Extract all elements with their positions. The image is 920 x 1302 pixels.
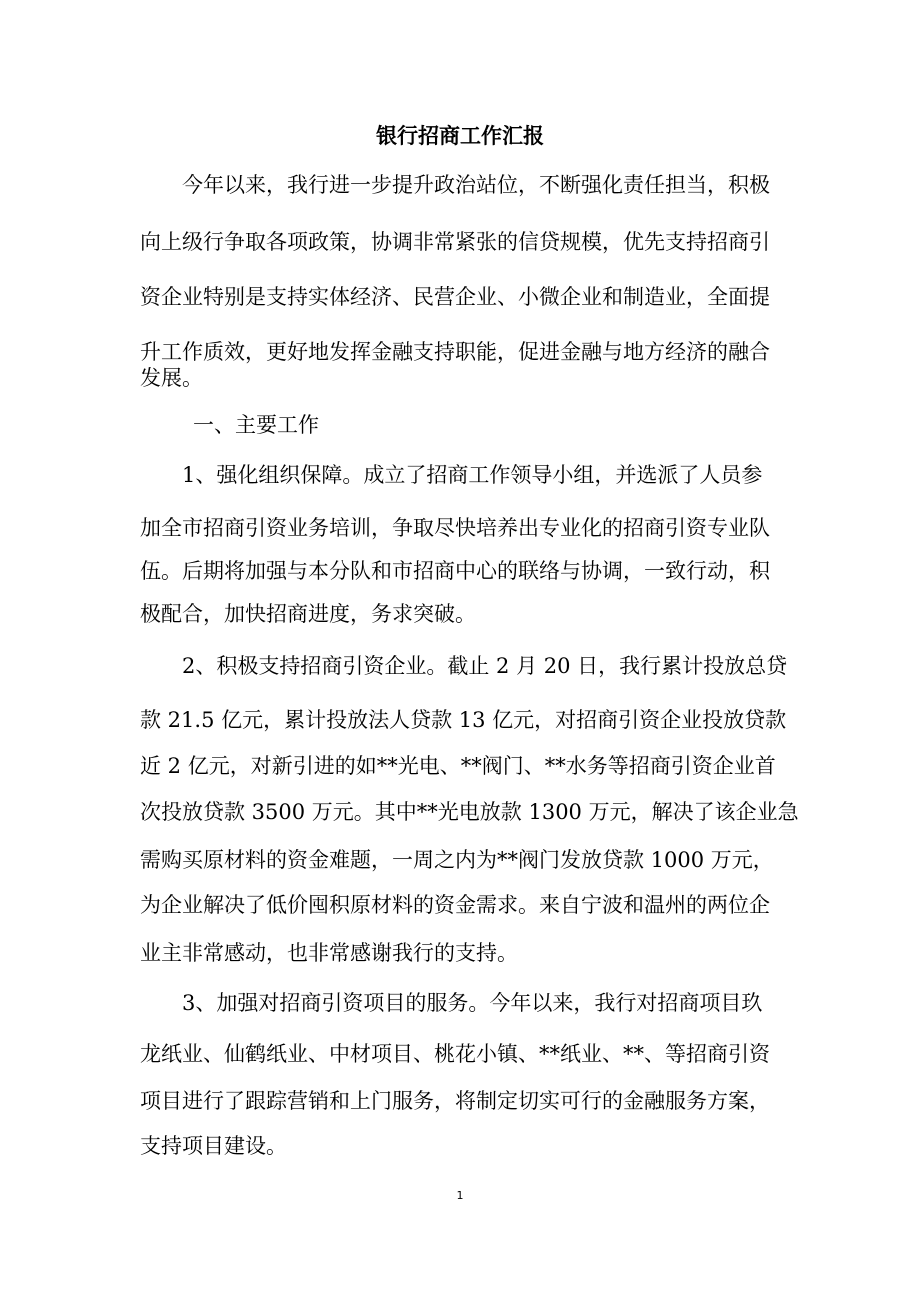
paragraph-line: 近 2 亿元，对新引进的如**光电、**阀门、**水务等招商引资企业首 <box>140 754 776 778</box>
paragraph-line: 2、积极支持招商引资企业。截止 2 月 20 日，我行累计投放总贷 <box>182 654 788 678</box>
section-heading: 一、主要工作 <box>193 413 319 437</box>
paragraph-line: 向上级行争取各项政策，协调非常紧张的信贷规模，优先支持招商引 <box>140 230 770 254</box>
paragraph-line: 升工作质效，更好地发挥金融支持职能，促进金融与地方经济的融合 <box>140 340 770 364</box>
paragraph-line: 龙纸业、仙鹤纸业、中材项目、桃花小镇、**纸业、**、等招商引资 <box>140 1042 770 1066</box>
page-number: 1 <box>456 1189 464 1202</box>
paragraph-line: 今年以来，我行进一步提升政治站位，不断强化责任担当，积极 <box>182 173 770 197</box>
paragraph-line: 1、强化组织保障。成立了招商工作领导小组，并选派了人员参 <box>182 463 763 487</box>
paragraph-line: 发展。 <box>140 366 203 390</box>
document-title: 银行招商工作汇报 <box>376 123 544 148</box>
paragraph-line: 业主非常感动，也非常感谢我行的支持。 <box>140 941 518 965</box>
paragraph-line: 3、加强对招商引资项目的服务。今年以来，我行对招商项目玖 <box>182 991 763 1015</box>
paragraph-line: 支持项目建设。 <box>140 1134 287 1158</box>
paragraph-line: 款 21.5 亿元，累计投放法人贷款 13 亿元，对招商引资企业投放贷款 <box>140 708 787 732</box>
paragraph-line: 为企业解决了低价囤积原材料的资金需求。来自宁波和温州的两位企 <box>140 893 770 917</box>
paragraph-line: 极配合，加快招商进度，务求突破。 <box>140 602 476 626</box>
paragraph-line: 次投放贷款 3500 万元。其中**光电放款 1300 万元，解决了该企业急 <box>140 800 799 824</box>
paragraph-line: 资企业特别是支持实体经济、民营企业、小微企业和制造业，全面提 <box>140 285 770 309</box>
paragraph-line: 项目进行了跟踪营销和上门服务，将制定切实可行的金融服务方案， <box>140 1089 770 1113</box>
paragraph-line: 伍。后期将加强与本分队和市招商中心的联络与协调，一致行动，积 <box>140 559 770 583</box>
paragraph-line: 需购买原材料的资金难题，一周之内为**阀门发放贷款 1000 万元， <box>140 848 774 872</box>
paragraph-line: 加全市招商引资业务培训，争取尽快培养出专业化的招商引资专业队 <box>140 516 770 540</box>
